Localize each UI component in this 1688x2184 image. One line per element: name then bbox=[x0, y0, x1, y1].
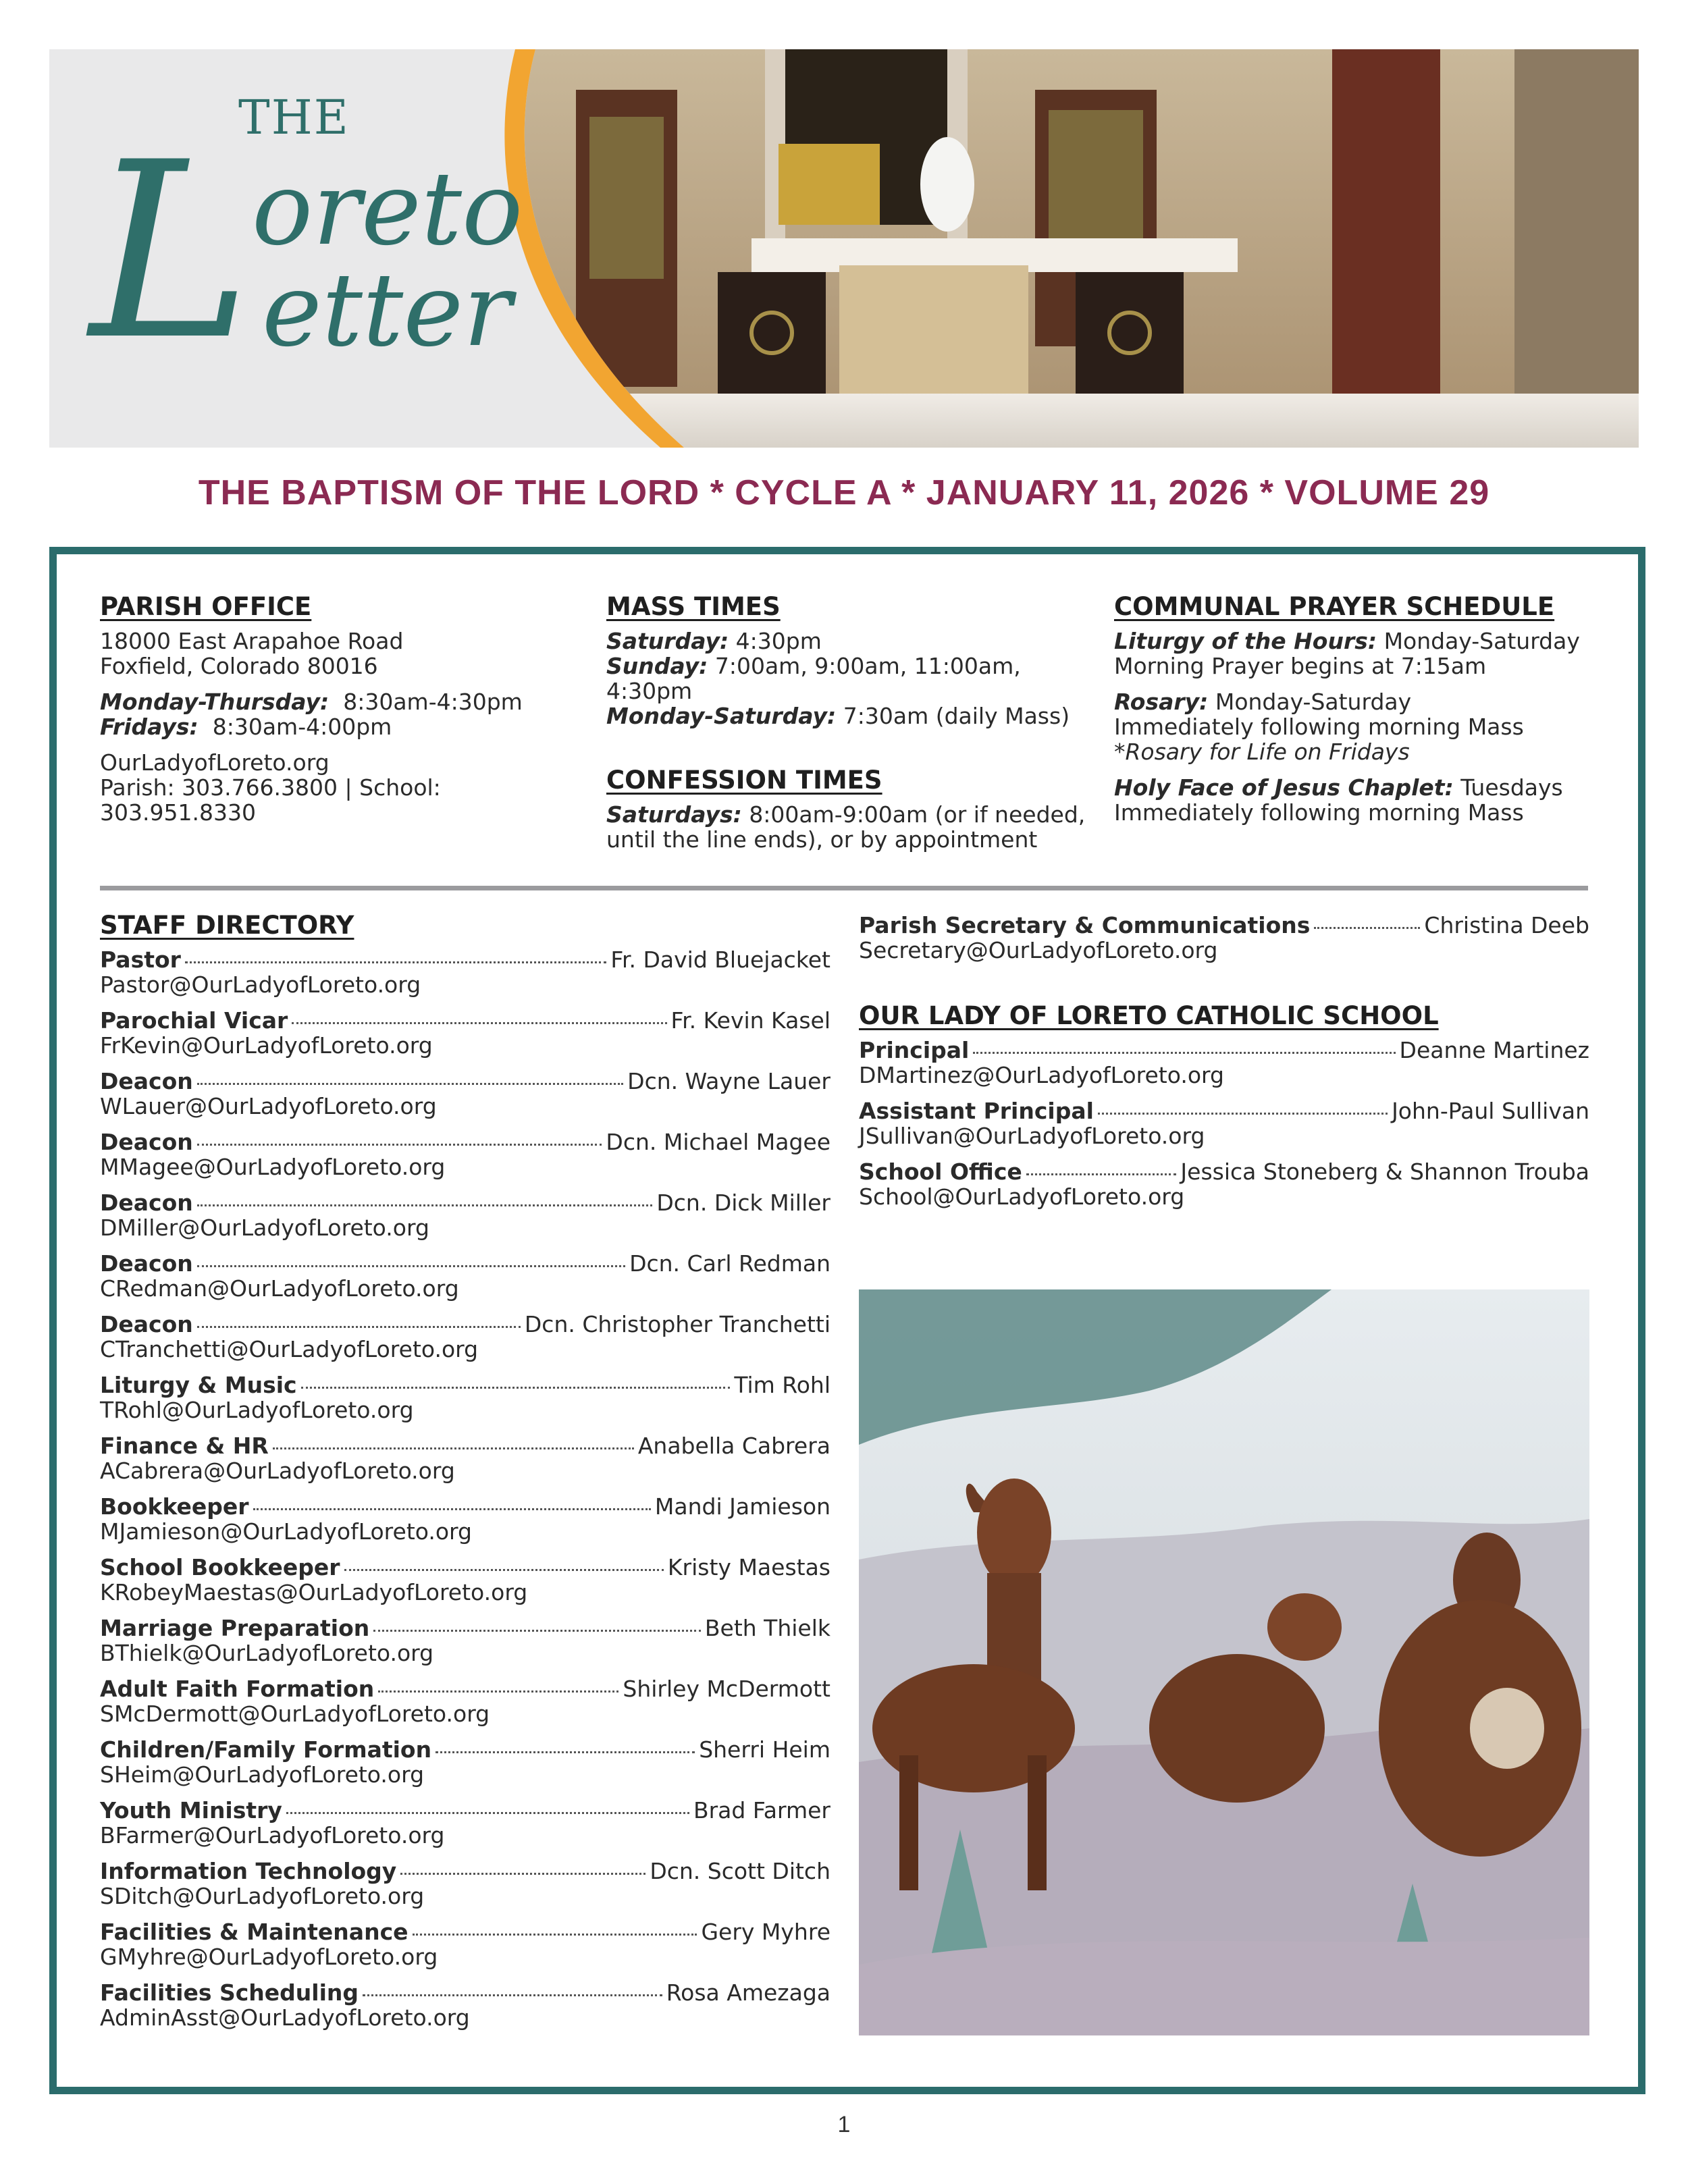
staff-role: Deacon bbox=[100, 1250, 193, 1277]
mass-times-section bbox=[606, 594, 1092, 852]
staff-name: Brad Farmer bbox=[693, 1797, 830, 1823]
school-heading: OUR LADY OF LORETO CATHOLIC SCHOOL bbox=[859, 1001, 1439, 1030]
leader-dots bbox=[197, 1204, 653, 1206]
rosary-note: *Rosary for Life on Fridays bbox=[1114, 739, 1410, 765]
staff-entry bbox=[100, 947, 830, 972]
staff-role: Information Technology bbox=[100, 1858, 397, 1884]
staff-email[interactable]: MMagee@OurLadyofLoreto.org bbox=[100, 1154, 446, 1180]
leader-dots bbox=[378, 1690, 618, 1693]
staff-email[interactable]: AdminAsst@OurLadyofLoreto.org bbox=[100, 2004, 470, 2031]
leader-dots bbox=[197, 1265, 625, 1267]
staff-entry bbox=[859, 1159, 1589, 1184]
staff-name: Kristy Maestas bbox=[667, 1554, 830, 1580]
staff-name: Rosa Amezaga bbox=[666, 1979, 830, 2006]
staff-name: Dcn. Christopher Tranchetti bbox=[524, 1311, 830, 1337]
staff-name: Fr. Kevin Kasel bbox=[670, 1007, 830, 1034]
staff-email[interactable]: Secretary@OurLadyofLoreto.org bbox=[859, 937, 1218, 963]
leader-dots bbox=[197, 1144, 602, 1146]
staff-email[interactable]: SDitch@OurLadyofLoreto.org bbox=[100, 1883, 425, 1909]
staff-email[interactable]: TRohl@OurLadyofLoreto.org bbox=[100, 1397, 414, 1423]
staff-role: Adult Faith Formation bbox=[100, 1676, 375, 1702]
leader-dots bbox=[973, 1052, 1395, 1054]
staff-name: John-Paul Sullivan bbox=[1392, 1098, 1589, 1124]
staff-name: Tim Rohl bbox=[734, 1372, 830, 1398]
prayer-schedule-heading: COMMUNAL PRAYER SCHEDULE bbox=[1114, 592, 1555, 621]
staff-entry bbox=[100, 1251, 830, 1276]
staff-name: Dcn. Scott Ditch bbox=[650, 1858, 830, 1884]
confession-times: Saturdays: 8:00am-9:00am (or if needed, until the line ends), or by appointment bbox=[606, 801, 1086, 853]
staff-email[interactable]: DMartinez@OurLadyofLoreto.org bbox=[859, 1062, 1224, 1088]
leader-dots bbox=[1098, 1113, 1388, 1115]
leader-dots bbox=[253, 1508, 651, 1510]
leader-dots bbox=[197, 1083, 623, 1085]
page-number: 1 bbox=[837, 2112, 851, 2137]
chaplet: Holy Face of Jesus Chaplet: Tuesdays bbox=[1114, 774, 1563, 801]
logo-the: THE bbox=[238, 90, 350, 145]
staff-role: Bookkeeper bbox=[100, 1493, 249, 1520]
leader-dots bbox=[373, 1630, 701, 1632]
leader-dots bbox=[185, 961, 606, 963]
staff-role: Principal bbox=[859, 1037, 970, 1063]
mass-time-row: Sunday: 7:00am, 9:00am, 11:00am, 4:30pm bbox=[606, 653, 1021, 704]
staff-role: Marriage Preparation bbox=[100, 1615, 370, 1641]
office-hours-1: Monday-Thursday: 8:30am-4:30pm bbox=[100, 689, 523, 715]
confession-heading: CONFESSION TIMES bbox=[606, 766, 882, 795]
right-directory bbox=[859, 913, 1589, 1220]
staff-name: Dcn. Carl Redman bbox=[629, 1250, 830, 1277]
staff-email[interactable]: CTranchetti@OurLadyofLoreto.org bbox=[100, 1336, 479, 1362]
staff-directory bbox=[100, 913, 830, 2041]
rosary: Rosary: Monday-Saturday bbox=[1114, 689, 1412, 715]
mass-time-row: Saturday: 4:30pm bbox=[606, 628, 822, 654]
staff-email[interactable]: ACabrera@OurLadyofLoreto.org bbox=[100, 1458, 455, 1484]
staff-list bbox=[100, 947, 830, 2030]
staff-email[interactable]: School@OurLadyofLoreto.org bbox=[859, 1183, 1185, 1210]
staff-name: Mandi Jamieson bbox=[654, 1493, 830, 1520]
staff-name: Fr. David Bluejacket bbox=[610, 947, 830, 973]
staff-email[interactable]: WLauer@OurLadyofLoreto.org bbox=[100, 1093, 437, 1119]
leader-dots bbox=[197, 1326, 521, 1328]
staff-role: School Office bbox=[859, 1158, 1022, 1185]
leader-dots bbox=[1314, 927, 1420, 929]
staff-entry bbox=[100, 1008, 830, 1033]
staff-email[interactable]: DMiller@OurLadyofLoreto.org bbox=[100, 1215, 429, 1241]
staff-entry bbox=[859, 1098, 1589, 1123]
staff-entry bbox=[100, 1919, 830, 1944]
staff-entry bbox=[100, 1433, 830, 1458]
staff-entry bbox=[100, 1676, 830, 1701]
staff-entry bbox=[100, 1069, 830, 1094]
address-line-2: Foxfield, Colorado 80016 bbox=[100, 653, 378, 679]
staff-role: Pastor bbox=[100, 947, 181, 973]
staff-role: School Bookkeeper bbox=[100, 1554, 340, 1580]
parish-office-section bbox=[100, 594, 586, 825]
staff-email[interactable]: JSullivan@OurLadyofLoreto.org bbox=[859, 1123, 1205, 1149]
address-line-1: 18000 East Arapahoe Road bbox=[100, 628, 404, 654]
staff-name: Beth Thielk bbox=[704, 1615, 830, 1641]
liturgy-hours: Liturgy of the Hours: Monday-Saturday bbox=[1114, 628, 1580, 654]
staff-role: Youth Ministry bbox=[100, 1797, 282, 1823]
liturgy-hours-detail: Morning Prayer begins at 7:15am bbox=[1114, 653, 1487, 679]
staff-role: Deacon bbox=[100, 1190, 193, 1216]
leader-dots bbox=[273, 1447, 634, 1449]
rosary-detail: Immediately following morning Mass bbox=[1114, 714, 1524, 740]
logo-initial: L bbox=[90, 110, 252, 393]
staff-name: Dcn. Michael Magee bbox=[606, 1129, 830, 1155]
staff-entry bbox=[100, 1980, 830, 2005]
leader-dots bbox=[1026, 1173, 1177, 1175]
staff-email[interactable]: CRedman@OurLadyofLoreto.org bbox=[100, 1275, 459, 1302]
staff-email[interactable]: BThielk@OurLadyofLoreto.org bbox=[100, 1640, 434, 1666]
logo-word-oreto: oreto bbox=[252, 151, 523, 268]
prayer-schedule-section bbox=[1114, 594, 1600, 825]
staff-name: Dcn. Wayne Lauer bbox=[627, 1068, 830, 1094]
winter-deer-image bbox=[859, 1289, 1589, 2035]
staff-email[interactable]: BFarmer@OurLadyofLoreto.org bbox=[100, 1822, 445, 1848]
leader-dots bbox=[344, 1569, 664, 1571]
staff-role: Children/Family Formation bbox=[100, 1736, 432, 1763]
leader-dots bbox=[363, 1994, 662, 1996]
mass-time-row: Monday-Saturday: 7:30am (daily Mass) bbox=[606, 703, 1070, 729]
staff-email[interactable]: SHeim@OurLadyofLoreto.org bbox=[100, 1761, 425, 1788]
staff-role: Deacon bbox=[100, 1068, 193, 1094]
staff-name: Shirley McDermott bbox=[623, 1676, 830, 1702]
staff-role: Finance & HR bbox=[100, 1433, 269, 1459]
staff-email[interactable]: Pastor@OurLadyofLoreto.org bbox=[100, 971, 421, 998]
staff-entry bbox=[100, 1859, 830, 1884]
masthead-banner bbox=[49, 49, 1639, 448]
staff-email[interactable]: FrKevin@OurLadyofLoreto.org bbox=[100, 1032, 433, 1059]
staff-email[interactable]: KRobeyMaestas@OurLadyofLoreto.org bbox=[100, 1579, 528, 1605]
section-divider bbox=[100, 886, 1588, 890]
issue-line: THE BAPTISM OF THE LORD * CYCLE A * JANUARY 11, 2026 * VOLUME 29 bbox=[198, 473, 1490, 512]
staff-entry bbox=[100, 1129, 830, 1154]
staff-entry bbox=[100, 1312, 830, 1337]
leader-dots bbox=[292, 1022, 666, 1024]
staff-entry bbox=[100, 1190, 830, 1215]
leader-dots bbox=[301, 1387, 731, 1389]
staff-entry bbox=[100, 1555, 830, 1580]
staff-role: Facilities Scheduling bbox=[100, 1979, 359, 2006]
staff-name: Anabella Cabrera bbox=[637, 1433, 830, 1459]
logo-word-etter: etter bbox=[262, 252, 512, 369]
staff-entry-secretary: Parish Secretary & Communications Christina Deeb bbox=[859, 912, 1589, 938]
staff-entry bbox=[100, 1798, 830, 1823]
staff-entry bbox=[100, 1494, 830, 1519]
staff-entry bbox=[100, 1373, 830, 1397]
mass-times-heading: MASS TIMES bbox=[606, 592, 781, 621]
leader-dots bbox=[400, 1873, 645, 1875]
staff-role: Deacon bbox=[100, 1129, 193, 1155]
parish-office-heading: PARISH OFFICE bbox=[100, 592, 312, 621]
staff-email[interactable]: MJamieson@OurLadyofLoreto.org bbox=[100, 1518, 472, 1545]
phone-numbers: Parish: 303.766.3800 | School: 303.951.8330 bbox=[100, 774, 441, 826]
chaplet-detail: Immediately following morning Mass bbox=[1114, 799, 1524, 826]
staff-role: Assistant Principal bbox=[859, 1098, 1094, 1124]
staff-role: Liturgy & Music bbox=[100, 1372, 297, 1398]
staff-entry bbox=[100, 1616, 830, 1641]
staff-entry bbox=[859, 1038, 1589, 1063]
staff-name: Sherri Heim bbox=[699, 1736, 830, 1763]
staff-email[interactable]: SMcDermott@OurLadyofLoreto.org bbox=[100, 1701, 490, 1727]
staff-name: Jessica Stoneberg & Shannon Trouba bbox=[1180, 1158, 1589, 1185]
leader-dots bbox=[436, 1751, 695, 1753]
staff-name: Dcn. Dick Miller bbox=[656, 1190, 830, 1216]
staff-role: Facilities & Maintenance bbox=[100, 1919, 408, 1945]
leader-dots bbox=[286, 1812, 689, 1814]
staff-name: Gery Myhre bbox=[701, 1919, 830, 1945]
staff-role: Deacon bbox=[100, 1311, 193, 1337]
staff-name: Deanne Martinez bbox=[1399, 1037, 1589, 1063]
leader-dots bbox=[413, 1934, 697, 1936]
staff-email[interactable]: GMyhre@OurLadyofLoreto.org bbox=[100, 1944, 438, 1970]
staff-entry bbox=[100, 1737, 830, 1762]
staff-role: Parochial Vicar bbox=[100, 1007, 288, 1034]
website-link[interactable]: OurLadyofLoreto.org bbox=[100, 749, 329, 776]
office-hours-2: Fridays: 8:30am-4:00pm bbox=[100, 714, 392, 740]
staff-directory-heading: STAFF DIRECTORY bbox=[100, 911, 354, 940]
school-list bbox=[859, 1038, 1589, 1209]
deer-photo bbox=[859, 1289, 1589, 2035]
